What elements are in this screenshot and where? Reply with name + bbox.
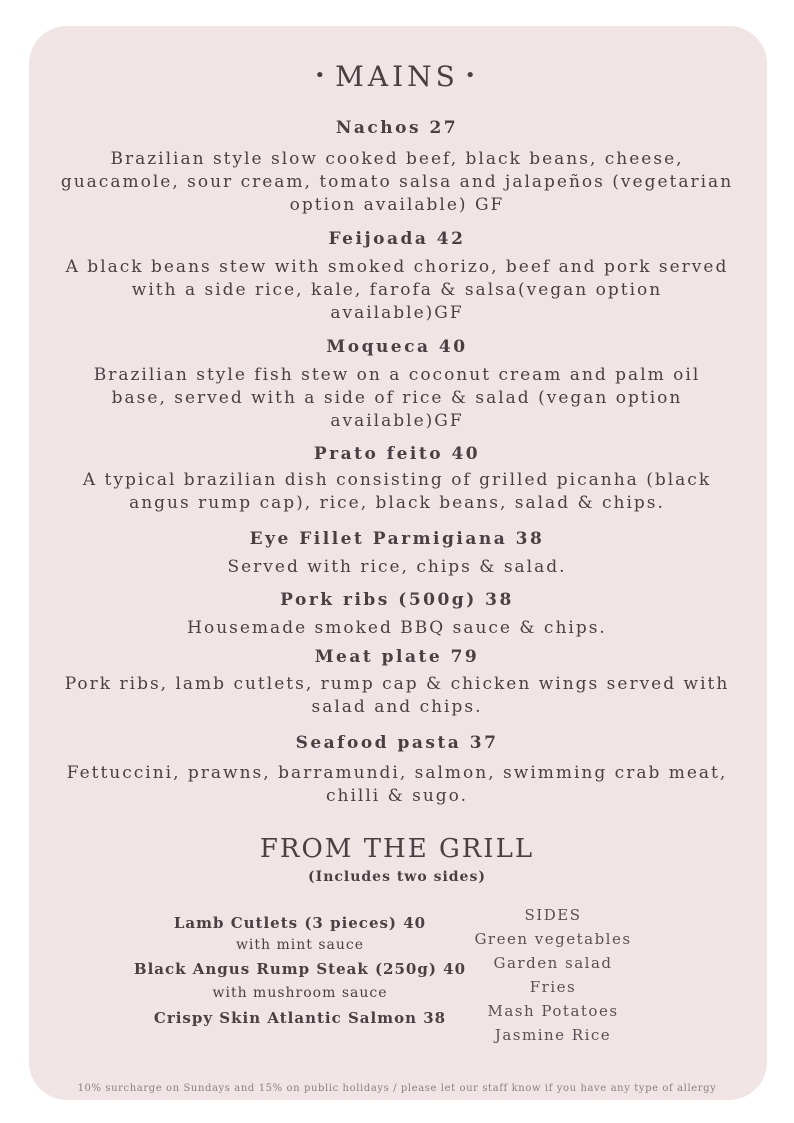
side-option: Mash Potatoes xyxy=(487,1002,619,1020)
menu-item-desc-line: base, served with a side of rice & salad (vegan option xyxy=(111,388,683,408)
menu-item-title: Moqueca 40 xyxy=(326,337,468,357)
sides-heading: SIDES xyxy=(524,906,582,924)
menu-item-desc-line: A typical brazilian dish consisting of grilled picanha (black xyxy=(82,470,712,490)
grill-item-name: Lamb Cutlets (3 pieces) 40 xyxy=(173,914,427,932)
mains-title: MAINS xyxy=(335,60,459,93)
bullet-dot-left: • xyxy=(314,65,330,86)
mains-heading xyxy=(0,60,794,93)
grill-item-note: with mushroom sauce xyxy=(212,985,388,1001)
menu-item-desc-line: guacamole, sour cream, tomato salsa and jalapeños (vegetarian xyxy=(60,172,734,192)
menu-item-desc-line: available)GF xyxy=(330,411,464,431)
menu-item-desc-line: chilli & sugo. xyxy=(325,786,469,806)
menu-item-title: Prato feito 40 xyxy=(313,444,481,464)
menu-item-desc-line: Fettuccini, prawns, barramundi, salmon, swimming crab meat, xyxy=(66,763,728,783)
menu-item-title: Meat plate 79 xyxy=(314,647,480,667)
bullet-dot-right: • xyxy=(464,65,480,86)
menu-item-desc-line: Housemade smoked BBQ sauce & chips. xyxy=(187,618,607,638)
menu-item-desc-line: option available) GF xyxy=(289,195,505,215)
menu-item-desc-line: with a side rice, kale, farofa & salsa(vegan option xyxy=(131,280,663,300)
side-option: Fries xyxy=(529,978,577,996)
side-option: Garden salad xyxy=(493,954,613,972)
menu-item-desc-line: Brazilian style slow cooked beef, black beans, cheese, xyxy=(110,149,684,169)
side-option: Green vegetables xyxy=(474,930,632,948)
menu-item-desc-line: A black beans stew with smoked chorizo, beef and pork served xyxy=(65,257,729,277)
side-option: Jasmine Rice xyxy=(494,1026,612,1044)
menu-item-desc-line: Served with rice, chips & salad. xyxy=(227,557,567,577)
grill-title: FROM THE GRILL xyxy=(259,834,535,864)
menu-item-title: Feijoada 42 xyxy=(328,229,466,249)
menu-item-desc-line: salad and chips. xyxy=(311,697,483,717)
menu-item-title: Nachos 27 xyxy=(335,118,459,138)
menu-item-desc-line: Pork ribs, lamb cutlets, rump cap & chicken wings served with xyxy=(64,674,730,694)
grill-item-name: Crispy Skin Atlantic Salmon 38 xyxy=(153,1009,447,1027)
menu-item-desc-line: angus rump cap), rice, black beans, salad & chips. xyxy=(129,493,665,513)
menu-item-title: Pork ribs (500g) 38 xyxy=(280,590,514,610)
menu-item-title: Eye Fillet Parmigiana 38 xyxy=(249,529,545,549)
footer-note: 10% surcharge on Sundays and 15% on public holidays / please let our staff know if you have any type of allergy xyxy=(77,1083,717,1094)
menu-item-desc-line: Brazilian style fish stew on a coconut cream and palm oil xyxy=(93,365,701,385)
grill-item-name: Black Angus Rump Steak (250g) 40 xyxy=(133,960,467,978)
menu-item-title: Seafood pasta 37 xyxy=(295,733,499,753)
grill-subtitle: (Includes two sides) xyxy=(308,869,486,885)
grill-item-note: with mint sauce xyxy=(235,937,365,953)
menu-item-desc-line: available)GF xyxy=(330,303,464,323)
